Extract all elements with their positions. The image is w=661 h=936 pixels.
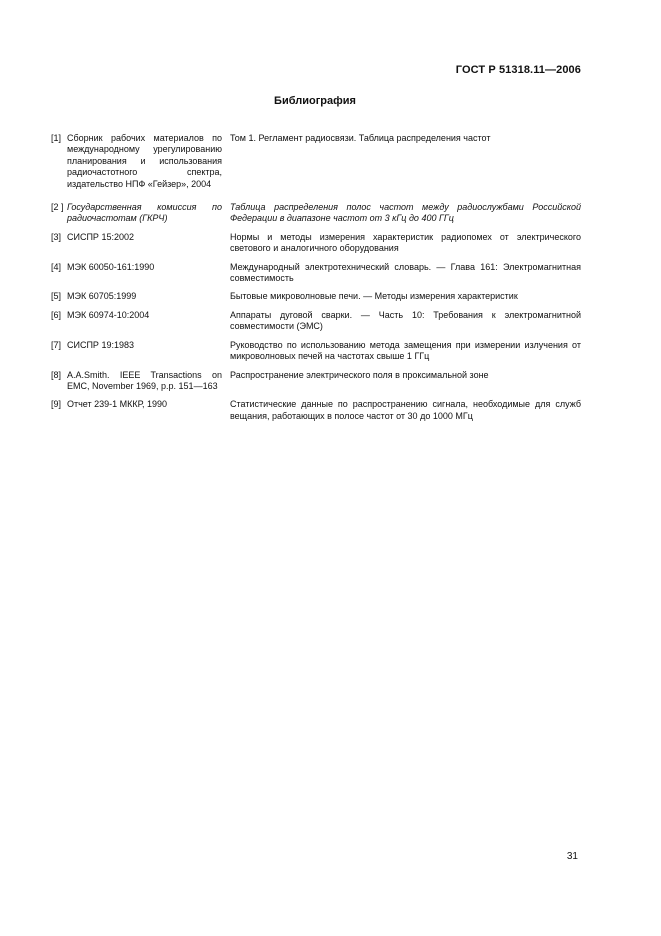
bib-entry-6 xyxy=(51,310,581,333)
page-title: Библиография xyxy=(274,95,356,107)
entry-number: [2 ] xyxy=(51,202,64,213)
document-code: ГОСТ Р 51318.11—2006 xyxy=(455,64,581,76)
bib-entry-5 xyxy=(51,291,581,302)
entry-description: Международный электротехнический словарь. — Глава 161: Электромагнитная совместимость xyxy=(230,261,581,284)
page-number: 31 xyxy=(566,851,578,862)
bib-entry-3 xyxy=(51,232,581,255)
entry-description: Руководство по использованию метода замещения при измерении излучения от микроволновых печей на частотах свыше 1 ГГц xyxy=(230,339,581,362)
entry-source: Отчет 239-1 МККР, 1990 xyxy=(67,399,167,410)
bibliography-list xyxy=(51,133,581,422)
entry-source: МЭК 60050-161:1990 xyxy=(67,261,155,272)
entry-number: [7] xyxy=(51,339,62,350)
entry-description: Таблица распределения полос частот между радиослужбами Российской Федерации в диапазоне частот от 3 кГц до 400 ГГц xyxy=(230,202,581,224)
entry-source: МЭК 60705:1999 xyxy=(67,291,137,302)
entry-description: Том 1. Регламент радиосвязи. Таблица распределения частот xyxy=(230,133,491,143)
entry-number: [6] xyxy=(51,309,62,320)
bib-entry-9 xyxy=(51,399,581,422)
entry-number: [9] xyxy=(51,399,62,410)
entry-source: Государственная комиссия по радиочастотам (ГКРЧ) xyxy=(67,202,222,224)
bib-entry-8 xyxy=(51,370,581,393)
entry-description: Распространение электрического поля в проксимальной зоне xyxy=(230,369,489,380)
entry-source: A.A.Smith. IEEE Transactions on EMC, November 1969, p.p. 151—163 xyxy=(67,369,222,391)
bib-entry-1 xyxy=(51,133,581,190)
entry-description: Статистические данные по распространению сигнала, необходимые для служб вещания, работающих в полосе частот от 30 до 1000 МГц xyxy=(230,399,581,421)
entry-number: [1] xyxy=(51,133,62,143)
bib-entry-2 xyxy=(51,202,581,225)
entry-source: СИСПР 15:2002 xyxy=(67,231,134,242)
bib-entry-7 xyxy=(51,340,581,363)
entry-description: Нормы и методы измерения характеристик радиопомех от электрического светового и аналогичного оборудования xyxy=(230,231,581,254)
entry-number: [3] xyxy=(51,231,62,242)
entry-description: Бытовые микроволновые печи. — Методы измерения характеристик xyxy=(230,291,518,302)
entry-source: МЭК 60974-10:2004 xyxy=(67,309,150,320)
entry-source: СИСПР 19:1983 xyxy=(67,339,134,350)
entry-source: Сборник рабочих материалов по международному урегулированию планирования и использования радиочастотного спектра, издательство НПФ «Гейзер», 2004 xyxy=(67,133,222,189)
entry-number: [8] xyxy=(51,369,62,380)
entry-number: [4] xyxy=(51,261,62,272)
entry-number: [5] xyxy=(51,291,62,302)
bib-entry-4 xyxy=(51,262,581,285)
entry-description: Аппараты дуговой сварки. — Часть 10: Требования к электромагнитной совместимости (ЭМС) xyxy=(230,309,581,332)
